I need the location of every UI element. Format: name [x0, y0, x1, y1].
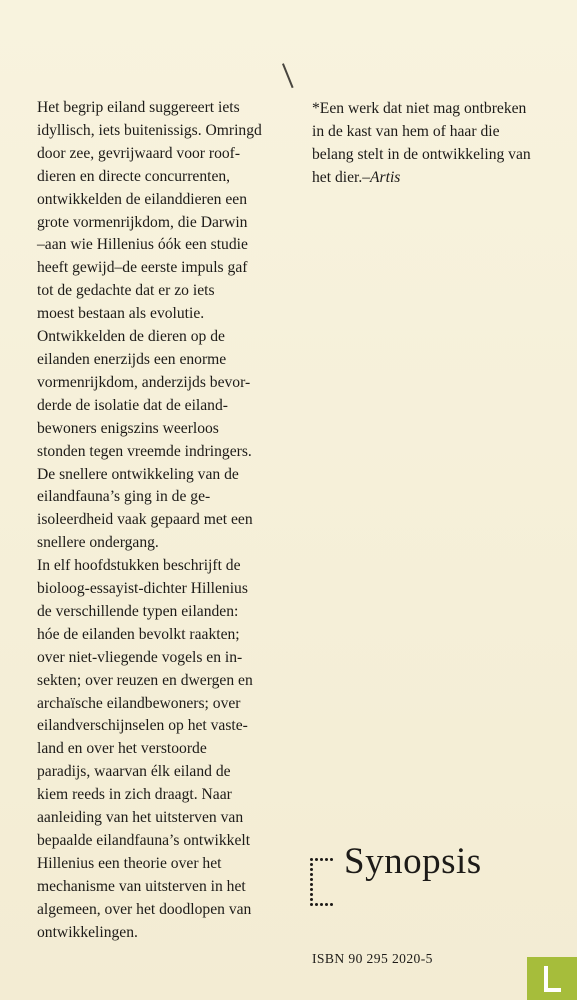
blurb-line: eilanden enerzijds een enorme [37, 350, 227, 368]
blurb-line: bewoners enigszins weerloos [37, 419, 219, 437]
blurb-line: Het begrip eiland suggereert iets [37, 99, 240, 116]
blurb-line: hóe de eilanden bevolkt raakten; [37, 625, 240, 643]
blurb-line: sekten; over reuzen en dwergen en [37, 671, 253, 689]
blurb-line: bioloog-essayist-dichter Hillenius [37, 580, 248, 598]
blurb-line: ontwikkelingen. [37, 923, 138, 941]
blurb-line: bepaalde eilandfauna’s ontwikkelt [37, 832, 251, 849]
blurb-line: aanleiding van het uitsterven van [37, 809, 244, 827]
blurb-line: eilandverschijnselen op het vaste- [37, 717, 248, 735]
quote-line-last [312, 167, 562, 190]
blurb-line: isoleerdheid vaak gepaard met een [37, 511, 253, 529]
blurb-line: eilandfauna’s ging in de ge- [37, 488, 211, 506]
blurb-line: De snellere ontwikkeling van de [37, 465, 239, 483]
blurb-line: de verschillende typen eilanden: [37, 602, 239, 620]
blurb-line: heeft gewijd–de eerste impuls gaf [37, 259, 248, 277]
blurb-line: over niet-vliegende vogels en in- [37, 648, 243, 666]
quote-line: belang stelt in de ontwikkeling van [312, 145, 531, 163]
blurb-line: archaïsche eilandbewoners; over [37, 694, 241, 712]
blurb-line: land en over het verstoorde [37, 740, 207, 758]
blurb-line: paradijs, waarvan élk eiland de [37, 763, 231, 781]
blurb-line: algemeen, over het doodlopen van [37, 900, 252, 918]
isbn-number: ISBN 90 295 2020-5 [312, 951, 433, 966]
blurb-line: idyllisch, iets buitenissigs. Omringd [37, 121, 262, 139]
blurb-line: dieren en directe concurrenten, [37, 167, 231, 185]
pen-mark [282, 63, 294, 88]
blurb-line: snellere ondergang. [37, 534, 159, 552]
review-quote [312, 98, 562, 190]
blurb-line: tot de gedachte dat er zo iets [37, 282, 215, 300]
blurb-line: ontwikkelden de eilanddieren een [37, 190, 247, 208]
corner-tag-icon [527, 957, 577, 1000]
quote-line-text: het dier.– [312, 168, 371, 186]
blurb-text [37, 97, 299, 945]
blurb-line: moest bestaan als evolutie. [37, 305, 205, 323]
quote-line: *Een werk dat niet mag ontbreken [312, 100, 527, 117]
publisher-logo [310, 841, 540, 920]
blurb-line: stonden tegen vreemde indringers. [37, 442, 252, 460]
blurb-line: derde de isolatie dat de eiland- [37, 396, 228, 414]
blurb-line: In elf hoofdstukken beschrijft de [37, 557, 241, 575]
blurb-line: Ontwikkelden de dieren op de [37, 328, 225, 346]
quote-line: in de kast van hem of haar die [312, 122, 500, 140]
blurb-line: Hillenius een theorie over het [37, 854, 222, 872]
blurb-line: grote vormenrijkdom, die Darwin [37, 213, 248, 231]
publisher-name: Synopsis [344, 841, 482, 882]
dotted-bracket-icon [310, 856, 334, 906]
quote-source: Artis [370, 168, 401, 186]
blurb-line: vormenrijkdom, anderzijds bevor- [37, 373, 251, 391]
blurb-line: –aan wie Hillenius óók een studie [37, 236, 248, 254]
blurb-line: kiem reeds in zich draagt. Naar [37, 786, 232, 804]
blurb-line: mechanisme van uitsterven in het [37, 877, 246, 895]
blurb-line: door zee, gevrijwaard voor roof- [37, 144, 241, 162]
